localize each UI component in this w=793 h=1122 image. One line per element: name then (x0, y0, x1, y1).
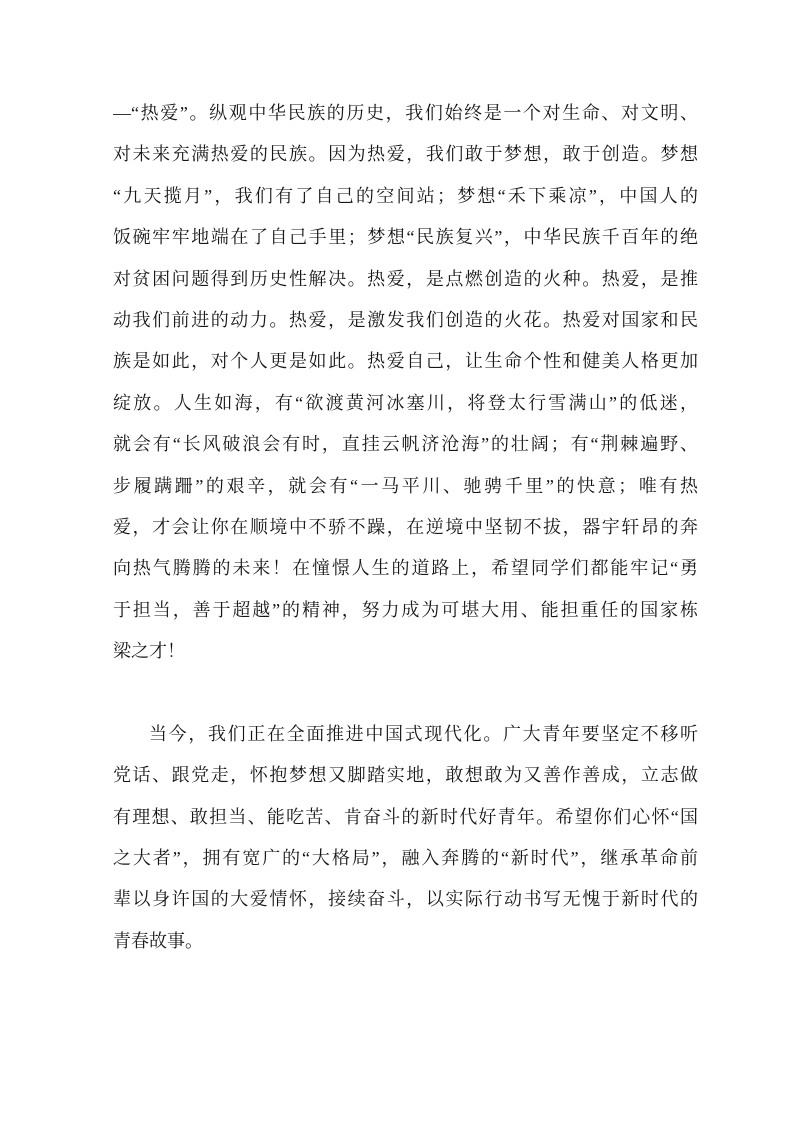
text-line: —“热爱”。纵观中华民族的历史，我们始终是一个对生命、对文明、 (113, 103, 698, 123)
text-line: 步履蹒跚”的艰辛，就会有“一马平川、驰骋千里”的快意；唯有热 (113, 475, 698, 496)
text-line: 绽放。人生如海，有“欲渡黄河冰塞川，将登太行雪满山”的低迷， (113, 392, 698, 413)
text-line: 动我们前进的动力。热爱，是激发我们创造的火花。热爱对国家和民 (113, 309, 698, 330)
paragraph-2 (113, 714, 698, 962)
text-line: 饭碗牢牢地端在了自己手里；梦想“民族复兴”，中华民族千百年的绝 (113, 227, 698, 248)
paragraph-1 (113, 93, 698, 672)
text-line: 就会有“长风破浪会有时，直挂云帆济沧海”的壮阔；有“荆棘遍野、 (113, 434, 698, 455)
text-line: 于担当，善于超越”的精神，努力成为可堪大用、能担重任的国家栋 (113, 599, 698, 620)
text-line: 辈以身许国的大爱情怀，接续奋斗，以实际行动书写无愧于新时代的 (113, 889, 698, 910)
text-line: 向热气腾腾的未来！在憧憬人生的道路上，希望同学们都能牢记“勇 (113, 558, 698, 579)
text-line: 对贫困问题得到历史性解决。热爱，是点燃创造的火种。热爱，是推 (113, 268, 698, 289)
text-line: 有理想、敢担当、能吃苦、肯奋斗的新时代好青年。希望你们心怀“国 (113, 806, 698, 827)
text-line: 对未来充满热爱的民族。因为热爱，我们敢于梦想，敢于创造。梦想 (113, 144, 698, 165)
text-line: 党话、跟党走，怀抱梦想又脚踏实地，敢想敢为又善作善成，立志做 (113, 765, 698, 786)
text-line: 青春故事。 (113, 930, 203, 951)
text-line: 当今，我们正在全面推进中国式现代化。广大青年要坚定不移听 (149, 723, 698, 744)
text-line: 之大者”，拥有宽广的“大格局”，融入奔腾的“新时代”，继承革命前 (113, 848, 698, 869)
text-line: “九天揽月”，我们有了自己的空间站；梦想“禾下乘凉”，中国人的 (113, 185, 698, 206)
text-line: 族是如此，对个人更是如此。热爱自己，让生命个性和健美人格更加 (113, 351, 698, 372)
text-line: 爱，才会让你在顺境中不骄不躁，在逆境中坚韧不拔，器宇轩昂的奔 (113, 516, 698, 537)
text-line: 梁之才！ (113, 641, 185, 662)
document-text (113, 93, 698, 962)
